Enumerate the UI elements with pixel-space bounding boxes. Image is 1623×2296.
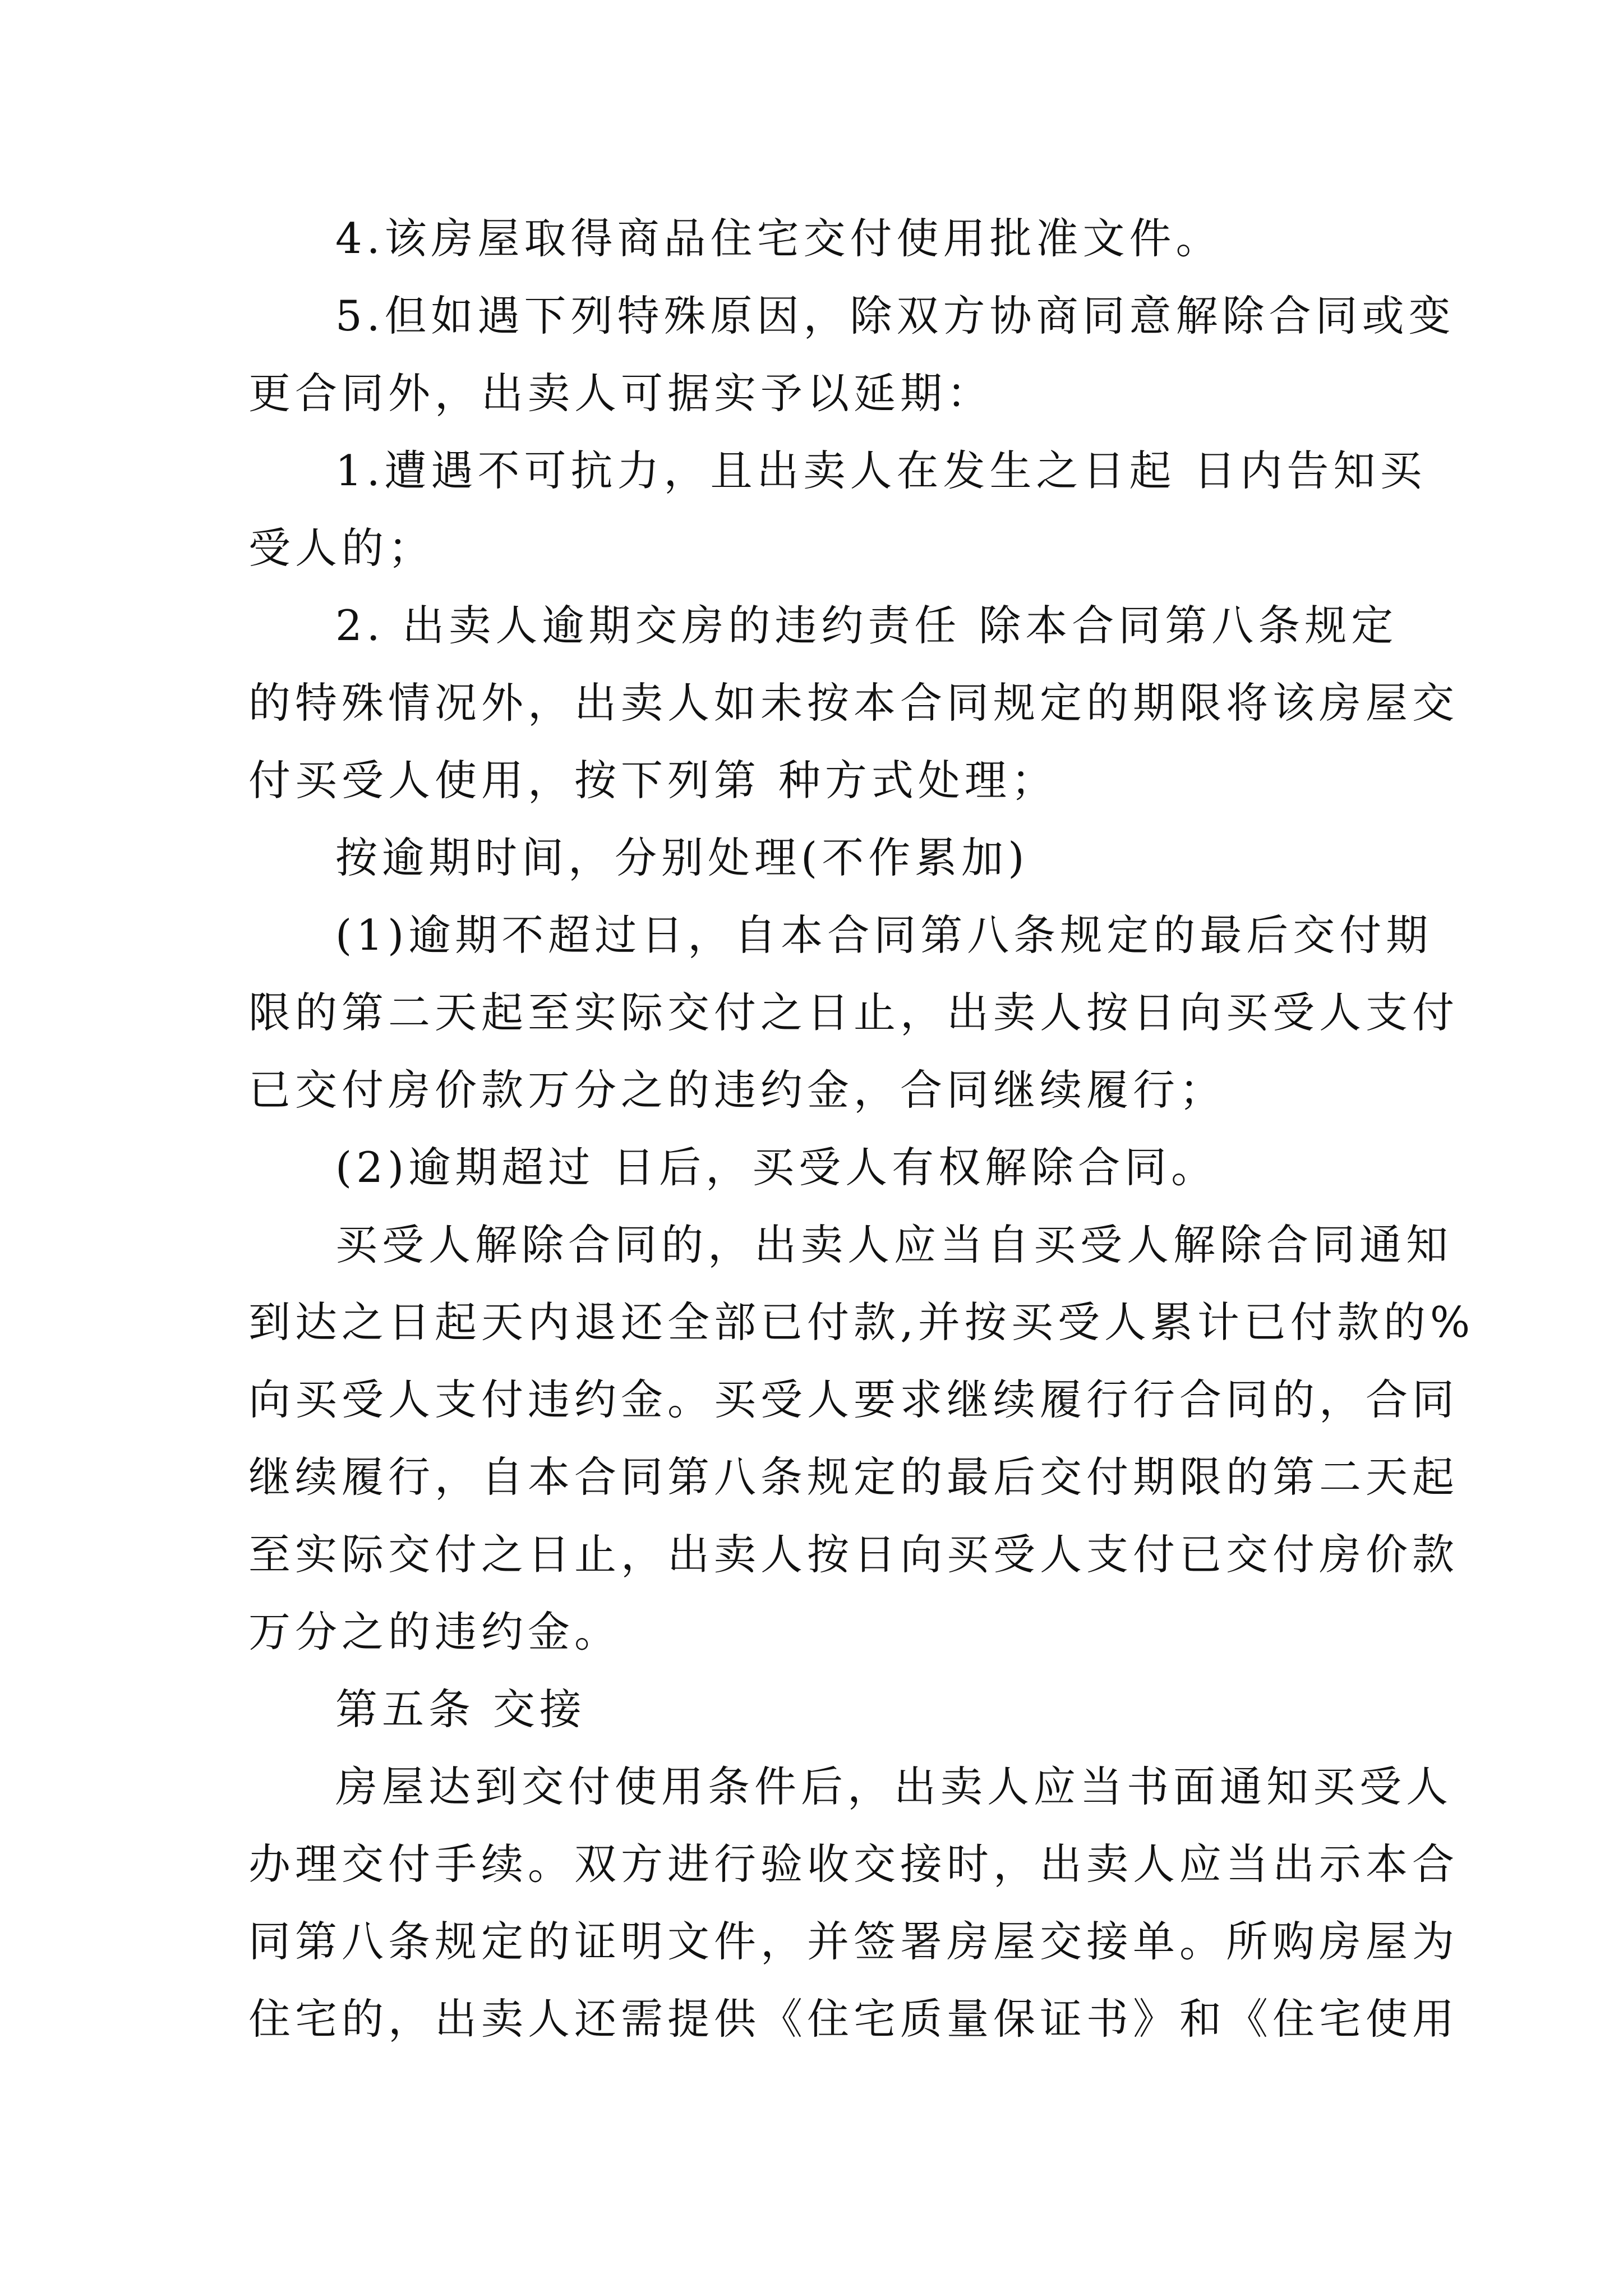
paragraph-line: 更合同外，出卖人可据实予以延期： [248,369,994,418]
paragraph-line: 限的第二天起至实际交付之日止，出卖人按日向买受人支付 [248,988,1459,1037]
paragraph-line: 付买受人使用，按下列第 种方式处理； [248,756,1058,805]
paragraph-line: 房屋达到交付使用条件后，出卖人应当书面通知买受人 [335,1762,1453,1811]
paragraph-line: 到达之日起天内退还全部已付款,并按买受人累计已付款的% [248,1297,1475,1347]
section-heading: 第五条 交接 [335,1685,586,1734]
paragraph-line: 受人的； [248,523,435,573]
paragraph-line: 万分之的违约金。 [248,1607,621,1657]
paragraph-line: 向买受人支付违约金。买受人要求继续履行行合同的，合同 [248,1375,1459,1424]
paragraph-line: 已交付房价款万分之的违约金，合同继续履行； [248,1065,1227,1115]
paragraph-line: 的特殊情况外，出卖人如未按本合同规定的期限将该房屋交 [248,678,1459,728]
paragraph-line: 继续履行，自本合同第八条规定的最后交付期限的第二天起 [248,1452,1459,1502]
paragraph-line: 1.遭遇不可抗力，且出卖人在发生之日起 日内告知买 [335,446,1427,495]
paragraph-line: 至实际交付之日止，出卖人按日向买受人支付已交付房价款 [248,1530,1459,1579]
paragraph-line: 4.该房屋取得商品住宅交付使用批准文件。 [335,214,1223,263]
paragraph-line: 买受人解除合同的，出卖人应当自买受人解除合同通知 [335,1220,1453,1269]
paragraph-line: (1)逾期不超过日，自本合同第八条规定的最后交付期 [335,910,1433,960]
paragraph-line: 同第八条规定的证明文件，并签署房屋交接单。所购房屋为 [248,1917,1459,1966]
paragraph-line: 5.但如遇下列特殊原因，除双方协商同意解除合同或变 [335,291,1455,341]
paragraph-line: (2)逾期超过 日后，买受人有权解除合同。 [335,1143,1218,1192]
paragraph-line: 办理交付手续。双方进行验收交接时，出卖人应当出示本合 [248,1839,1459,1889]
paragraph-line: 住宅的，出卖人还需提供《住宅质量保证书》和《住宅使用 [248,1994,1459,2044]
paragraph-line: 2. 出卖人逾期交房的违约责任 除本合同第八条规定 [335,601,1398,650]
paragraph-line: 按逾期时间，分别处理(不作累加) [335,833,1029,882]
